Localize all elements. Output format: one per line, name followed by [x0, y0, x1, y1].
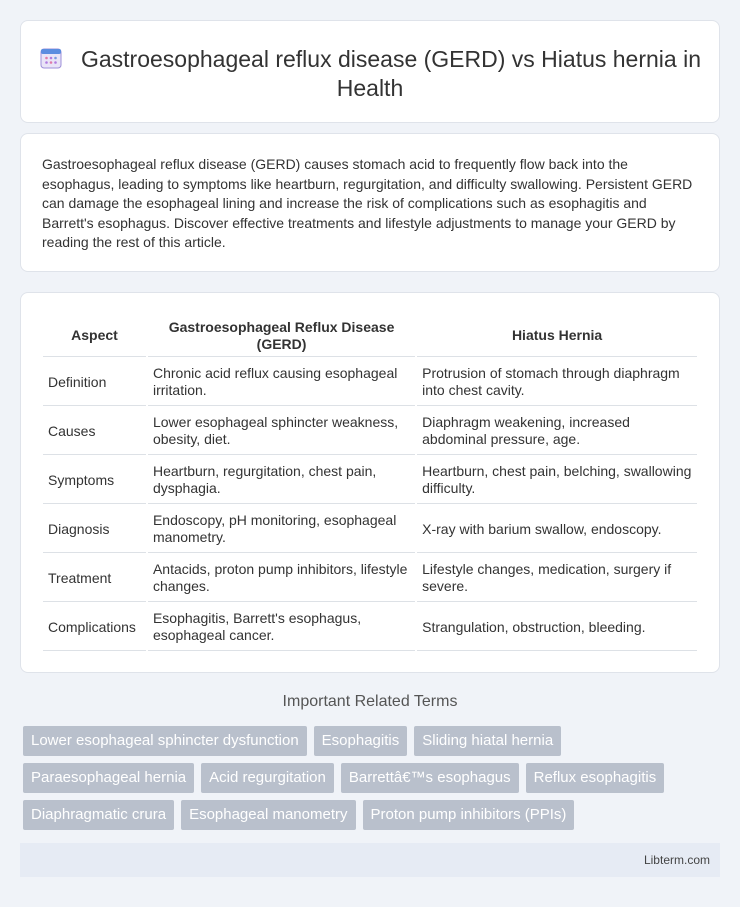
related-term-tag[interactable]: Lower esophageal sphincter dysfunction — [23, 726, 307, 756]
row-gerd-value: Esophagitis, Barrett's esophagus, esophageal cancer. — [148, 604, 415, 651]
row-gerd-value: Endoscopy, pH monitoring, esophageal manometry. — [148, 506, 415, 553]
related-term-tag[interactable]: Sliding hiatal hernia — [414, 726, 561, 756]
title-card — [20, 20, 720, 123]
row-hernia-value: Heartburn, chest pain, belching, swallowing difficulty. — [417, 457, 697, 504]
related-term-tag[interactable]: Paraesophageal hernia — [23, 763, 194, 793]
tag-row — [23, 800, 723, 830]
row-gerd-value: Antacids, proton pump inhibitors, lifestyle changes. — [148, 555, 415, 602]
intro-paragraph: Gastroesophageal reflux disease (GERD) causes stomach acid to frequently flow back into the esophagus, leading to symptoms like heartburn, regurgitation, and difficulty swallowing. Persistent GERD can damage the esophageal lining and increase the risk of complications such as esophagitis and Barrett's esophagus. Discover effective treatments and lifestyle adjustments to manage your GERD by reading the rest of this article. — [42, 156, 693, 251]
tag-row — [23, 763, 723, 793]
related-term-tag[interactable]: Diaphragmatic crura — [23, 800, 174, 830]
row-hernia-value: Lifestyle changes, medication, surgery if severe. — [417, 555, 697, 602]
footer-site-link[interactable]: Libterm.com — [643, 853, 710, 867]
intro-card — [20, 133, 720, 272]
row-aspect: Treatment — [43, 555, 146, 602]
calendar-icon — [39, 46, 63, 70]
table-row — [43, 457, 697, 504]
related-term-tag[interactable]: Esophageal manometry — [181, 800, 355, 830]
header-hiatus-hernia: Hiatus Hernia — [417, 315, 697, 357]
related-terms-list — [23, 726, 723, 837]
comparison-card — [20, 292, 720, 673]
row-aspect: Symptoms — [43, 457, 146, 504]
table-row — [43, 604, 697, 651]
row-gerd-value: Chronic acid reflux causing esophageal irritation. — [148, 359, 415, 406]
related-term-tag[interactable]: Reflux esophagitis — [526, 763, 665, 793]
footer — [20, 843, 720, 877]
related-term-tag[interactable]: Esophagitis — [314, 726, 408, 756]
table-header-row — [43, 315, 697, 357]
row-aspect: Definition — [43, 359, 146, 406]
header-aspect: Aspect — [43, 315, 146, 357]
row-hernia-value: Diaphragm weakening, increased abdominal pressure, age. — [417, 408, 697, 455]
related-term-tag[interactable]: Acid regurgitation — [201, 763, 334, 793]
row-aspect: Causes — [43, 408, 146, 455]
page-title: Gastroesophageal reflux disease (GERD) vs Hiatus hernia in Health — [80, 46, 701, 101]
related-term-tag[interactable]: Proton pump inhibitors (PPIs) — [363, 800, 575, 830]
table-row — [43, 408, 697, 455]
table-row — [43, 359, 697, 406]
table-row — [43, 555, 697, 602]
table-row — [43, 506, 697, 553]
row-gerd-value: Heartburn, regurgitation, chest pain, dysphagia. — [148, 457, 415, 504]
header-gerd: Gastroesophageal Reflux Disease (GERD) — [148, 315, 415, 357]
related-terms-heading: Important Related Terms — [282, 693, 458, 710]
row-gerd-value: Lower esophageal sphincter weakness, obesity, diet. — [148, 408, 415, 455]
page-title-wrap — [21, 45, 719, 103]
row-hernia-value: Strangulation, obstruction, bleeding. — [417, 604, 697, 651]
tag-row — [23, 726, 723, 756]
related-term-tag[interactable]: Barrettâ€™s esophagus — [341, 763, 519, 793]
row-aspect: Complications — [43, 604, 146, 651]
row-aspect: Diagnosis — [43, 506, 146, 553]
row-hernia-value: Protrusion of stomach through diaphragm into chest cavity. — [417, 359, 697, 406]
row-hernia-value: X-ray with barium swallow, endoscopy. — [417, 506, 697, 553]
comparison-table — [41, 313, 699, 653]
